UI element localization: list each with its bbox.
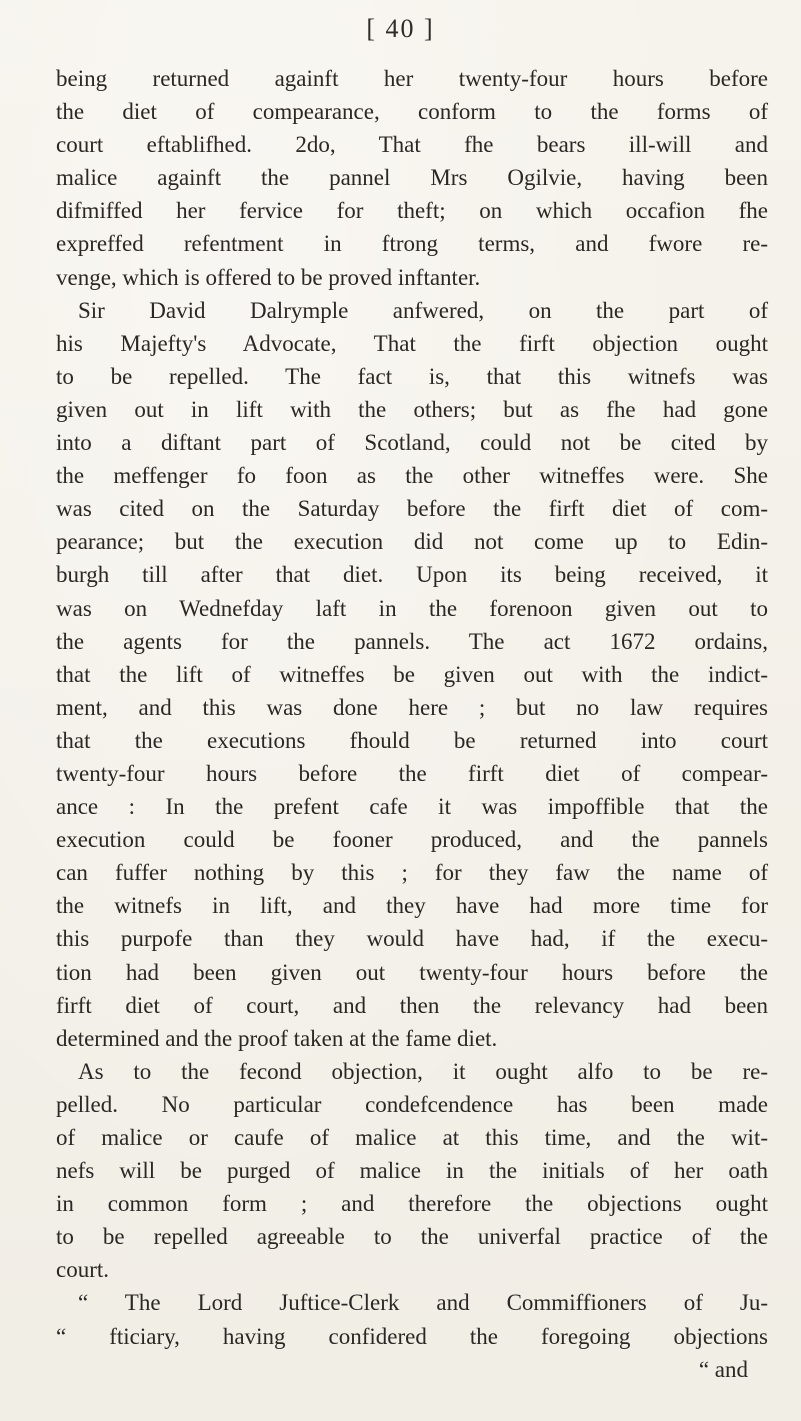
text-line: pearance; but the execution did not come up to Edin- <box>56 529 768 555</box>
text-line: difmiffed her fervice for theft; on which occafion fhe <box>56 198 768 224</box>
text-line: his Majefty's Advocate, That the firft objection ought <box>56 330 768 356</box>
text-line: court. <box>56 1257 110 1283</box>
text-line: that the lift of witneffes be given out with the indict- <box>56 661 768 687</box>
text-line: can fuffer nothing by this ; for they faw the name of <box>56 860 768 886</box>
text-line: into a diftant part of Scotland, could not be cited by <box>56 430 768 456</box>
text-line: the witnefs in lift, and they have had more time for <box>56 893 768 919</box>
text-line: the meffenger fo foon as the other witneffes were. She <box>56 463 768 489</box>
text-line: burgh till after that diet. Upon its being received, it <box>56 562 768 588</box>
catchword-line: “ and <box>698 1356 748 1382</box>
text-line: that the executions fhould be returned into court <box>56 727 768 753</box>
text-line: malice againft the pannel Mrs Ogilvie, having been <box>56 165 768 191</box>
text-line: in common form ; and therefore the objections ought <box>56 1191 768 1217</box>
text-line: determined and the proof taken at the fame diet. <box>56 1025 498 1051</box>
text-line: to be repelled agreeable to the univerfal practice of the <box>56 1224 768 1250</box>
text-line: given out in lift with the others; but as fhe had gone <box>56 396 768 422</box>
body-text <box>56 62 768 1386</box>
text-line: this purpofe than they would have had, if the execu- <box>56 926 768 952</box>
text-line: was on Wednefday laft in the forenoon given out to <box>56 595 768 621</box>
text-line: being returned againft her twenty-four hours before <box>56 66 768 91</box>
text-line: Sir David Dalrymple anfwered, on the part of <box>78 297 768 323</box>
text-line: of malice or caufe of malice at this time, and the wit- <box>56 1125 768 1150</box>
text-line: ment, and this was done here ; but no law requires <box>56 694 768 720</box>
text-line: pelled. No particular condefcendence has been made <box>56 1091 768 1117</box>
text-line: tion had been given out twenty-four hours before the <box>56 959 768 985</box>
text-line: was cited on the Saturday before the firft diet of com- <box>56 496 768 522</box>
text-line: firft diet of court, and then the relevancy had been <box>56 992 768 1018</box>
text-line: to be repelled. The fact is, that this witnefs was <box>56 363 768 389</box>
text-line: “ fticiary, having confidered the foregoing objections <box>56 1323 768 1349</box>
text-line: venge, which is offered to be proved inftanter. <box>56 264 481 290</box>
text-line: expreffed refentment in ftrong terms, and fwore re- <box>56 231 768 257</box>
text-line: court eftablifhed. 2do, That fhe bears ill-will and <box>56 132 768 158</box>
text-line: execution could be fooner produced, and the pannels <box>56 827 768 853</box>
text-line: ance : In the prefent cafe it was impoffible that the <box>56 794 768 820</box>
page-number-header: [ 40 ] <box>366 14 435 43</box>
text-line: As to the fecond objection, it ought alfo to be re- <box>78 1058 768 1084</box>
text-line: the agents for the pannels. The act 1672 ordains, <box>56 628 768 654</box>
text-line: twenty-four hours before the firft diet of compear- <box>56 760 768 786</box>
text-line: “ The Lord Juftice-Clerk and Commiffioners of Ju- <box>78 1290 768 1316</box>
text-line: nefs will be purged of malice in the initials of her oath <box>56 1158 768 1184</box>
text-line: the diet of compearance, conform to the forms of <box>56 99 768 125</box>
